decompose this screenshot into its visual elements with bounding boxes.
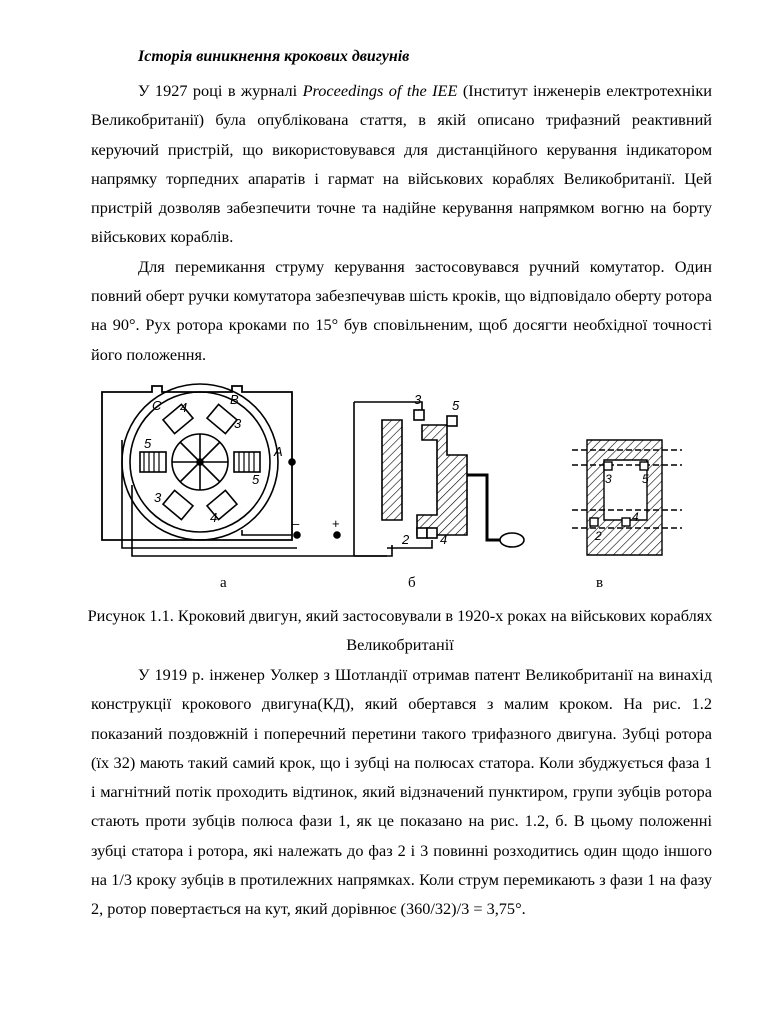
motor-label-5-left: 5: [144, 436, 152, 451]
paragraph-1-start: У 1927 році в журналі: [138, 81, 303, 100]
motor-label-b: B: [230, 392, 239, 407]
motor-diagram: [102, 384, 387, 556]
panel-label-a: а: [220, 575, 227, 591]
section-diagram: [572, 440, 682, 555]
commutator-label-4: 4: [440, 532, 448, 547]
section-label-4: 4: [632, 510, 639, 524]
commutator-label-5: 5: [452, 398, 460, 413]
supply-minus-label: –: [292, 516, 300, 531]
panel-label-b: б: [408, 575, 416, 591]
figure-caption: Рисунок 1.1. Кроковий двигун, який застосовували в 1920-х роках на військових кораблях Великобританії: [87, 606, 713, 654]
panel-label-c: в: [596, 575, 604, 591]
section-label-2: 2: [595, 529, 602, 543]
commutator-diagram: [354, 402, 524, 556]
paragraph-3: У 1919 р. інженер Уолкер з Шотландії отримав патент Великобританії на винахід конструкції крокового двигуна(КД), який обертався з малим кроком. На рис. 1.2 показаний поздовжній і поперечний перетини такого трифазного двигуна. Зубці ротора (їх 32) мають такий самий крок, що і зубці на полюсах статора. Коли збуджується фаза 1 і магнітний потік проходить відтинок, який відзначений пунктиром, групи зубців ротора стають проти зубців полюса фази 1, як це показано на рис. 1.2, б. В цьому положенні зубці статора і ротора, які належать до фаз 2 і 3 повинні розходитись один щодо іншого на 1/3 кроку зубців в протилежних напрямках. Коли струм перемикають з фази 1 на фазу 2, ротор повертається на кут, який дорівнює (360/32)/3 = 3,75°.: [91, 665, 712, 919]
motor-label-c: C: [152, 398, 162, 413]
paragraph-1: [91, 76, 712, 252]
paragraph-1-end: (Інститут інженерів електротехніки Великобританії) була опублікована стаття, в якій описано трифазний реактивний керуючий пристрій, що використовувався для дистанційного керування індикатором напрямку торпедних апаратів і гармат на військових кораблях Великобританії. Цей пристрій дозволяв забезпечити точне та надійне керування напрямком вогню на борту військових кораблів.: [91, 81, 712, 247]
motor-label-5-right: 5: [252, 472, 260, 487]
paragraph-2: Для перемикання струму керування застосовувався ручний комутатор. Один повний оберт ручки комутатора забезпечував шість кроків, що відповідало оберту ротора на 90°. Рух ротора кроками по 15° був сповільненим, щоб досягти необхідної точності його положення.: [91, 256, 712, 364]
section-label-5: 5: [642, 472, 649, 486]
motor-label-3-top: 3: [234, 416, 242, 431]
journal-title: Proceedings of the IEE: [302, 81, 458, 100]
commutator-label-2: 2: [402, 532, 410, 547]
motor-label-a: A: [274, 444, 283, 459]
section-heading: Історія виникнення крокових двигунів: [138, 48, 410, 65]
motor-label-4-top: 4: [180, 400, 188, 415]
body-text: [91, 660, 712, 924]
motor-label-3-bottom: 3: [154, 490, 162, 505]
intro-text: [91, 76, 712, 369]
motor-label-4-bottom: 4: [210, 510, 218, 525]
commutator-label-3: 3: [414, 392, 422, 407]
supply-plus-label: +: [332, 516, 340, 531]
figure-stepper-motor: [92, 380, 649, 570]
section-label-3: 3: [605, 472, 612, 486]
